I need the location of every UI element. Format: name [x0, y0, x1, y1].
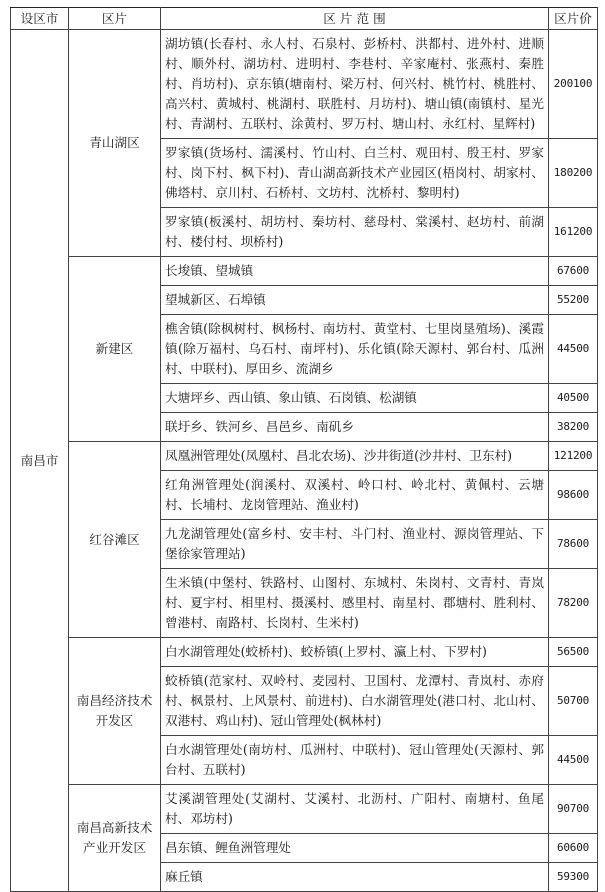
zone-cell: 南昌高新技术产业开发区 — [69, 785, 161, 892]
city-cell: 南昌市 — [11, 30, 69, 892]
price-cell: 60600 — [549, 834, 598, 863]
price-cell: 90700 — [549, 785, 598, 834]
zone-cell: 青山湖区 — [69, 30, 161, 257]
price-cell: 50700 — [549, 667, 598, 736]
scope-cell: 艾溪湖管理处(艾湖村、艾溪村、北沥村、广阳村、南塘村、鱼尾村、邓坊村) — [161, 785, 549, 834]
price-cell: 98600 — [549, 471, 598, 520]
price-cell: 180200 — [549, 139, 598, 208]
price-cell: 59300 — [549, 863, 598, 892]
scope-cell: 生米镇(中堡村、铁路村、山图村、东城村、朱岗村、文青村、青岚村、夏宇村、相里村、摄溪村、感里村、南星村、郡塘村、胜利村、曾港村、南路村、长岗村、生米村) — [161, 569, 549, 638]
scope-cell: 麻丘镇 — [161, 863, 549, 892]
table-body — [11, 30, 598, 892]
price-cell: 78600 — [549, 520, 598, 569]
header-zone: 区片 — [69, 8, 161, 30]
price-cell: 67600 — [549, 257, 598, 286]
header-scope: 区 片 范 围 — [161, 8, 549, 30]
scope-cell: 大塘坪乡、西山镇、象山镇、石岗镇、松湖镇 — [161, 384, 549, 413]
price-cell: 78200 — [549, 569, 598, 638]
price-cell: 56500 — [549, 638, 598, 667]
zone-cell: 红谷滩区 — [69, 442, 161, 638]
scope-cell: 罗家镇(板溪村、胡坊村、秦坊村、慈母村、棠溪村、赵坊村、前湖村、楼付村、坝桥村) — [161, 208, 549, 257]
table-row — [11, 638, 598, 667]
scope-cell: 凤凰洲管理处(凤凰村、昌北农场)、沙井街道(沙井村、卫东村) — [161, 442, 549, 471]
zone-cell: 新建区 — [69, 257, 161, 442]
land-price-table-wrapper — [10, 7, 597, 892]
scope-cell: 联圩乡、铁河乡、昌邑乡、南矶乡 — [161, 413, 549, 442]
price-cell: 40500 — [549, 384, 598, 413]
zone-cell: 南昌经济技术开发区 — [69, 638, 161, 785]
land-price-table — [10, 7, 598, 892]
scope-cell: 望城新区、石埠镇 — [161, 286, 549, 315]
price-cell: 44500 — [549, 736, 598, 785]
scope-cell: 樵舍镇(除枫树村、枫杨村、南坊村、黄堂村、七里岗垦殖场)、溪霞镇(除万福村、乌石村、南坪村)、乐化镇(除天源村、郭台村、瓜洲村、中联村)、厚田乡、流湖乡 — [161, 315, 549, 384]
scope-cell: 长埈镇、望城镇 — [161, 257, 549, 286]
table-row — [11, 30, 598, 139]
table-row — [11, 442, 598, 471]
scope-cell: 红角洲管理处(润溪村、双溪村、岭口村、岭北村、黄佩村、云塘村、长埔村、龙岗管理站、渔业村) — [161, 471, 549, 520]
price-cell: 55200 — [549, 286, 598, 315]
price-cell: 44500 — [549, 315, 598, 384]
price-cell: 38200 — [549, 413, 598, 442]
price-cell: 200100 — [549, 30, 598, 139]
header-city: 设区市 — [11, 8, 69, 30]
price-cell: 121200 — [549, 442, 598, 471]
scope-cell: 罗家镇(货场村、濡溪村、竹山村、白兰村、观田村、殷王村、罗家村、岗下村、枫下村)、青山湖高新技术产业园区(梧岗村、胡家村、佛塔村、京川村、石桥村、文坊村、沈桥村、黎明村) — [161, 139, 549, 208]
scope-cell: 蛟桥镇(范家村、双岭村、麦园村、卫国村、龙潭村、青岚村、赤府村、枫景村、上风景村、前进村)、白水湖管理处(港口村、北山村、双港村、鸡山村)、冠山管理处(枫林村) — [161, 667, 549, 736]
scope-cell: 白水湖管理处(南坊村、瓜洲村、中联村)、冠山管理处(天源村、郭台村、五联村) — [161, 736, 549, 785]
header-price: 区片价 — [549, 8, 598, 30]
scope-cell: 湖坊镇(长春村、永人村、石泉村、彭桥村、洪都村、进外村、进顺村、顺外村、湖坊村、进明村、李巷村、辛家庵村、张燕村、秦胜村、肖坊村)、京东镇(塘南村、梁万村、何兴村、桃竹村、桃胜村、高兴村、黄城村、桃湖村、联胜村、月坊村)、塘山镇(南镇村、星光村、青湖村、五联村、涂黄村、罗万村、塘山村、永红村、星辉村) — [161, 30, 549, 139]
scope-cell: 昌东镇、鲤鱼洲管理处 — [161, 834, 549, 863]
scope-cell: 九龙湖管理处(富乡村、安丰村、斗门村、渔业村、源岗管理站、下堡徐家管理站) — [161, 520, 549, 569]
price-cell: 161200 — [549, 208, 598, 257]
table-header-row — [11, 8, 598, 30]
scope-cell: 白水湖管理处(蛟桥村)、蛟桥镇(上罗村、瀛上村、下罗村) — [161, 638, 549, 667]
table-row — [11, 257, 598, 286]
table-row — [11, 785, 598, 834]
